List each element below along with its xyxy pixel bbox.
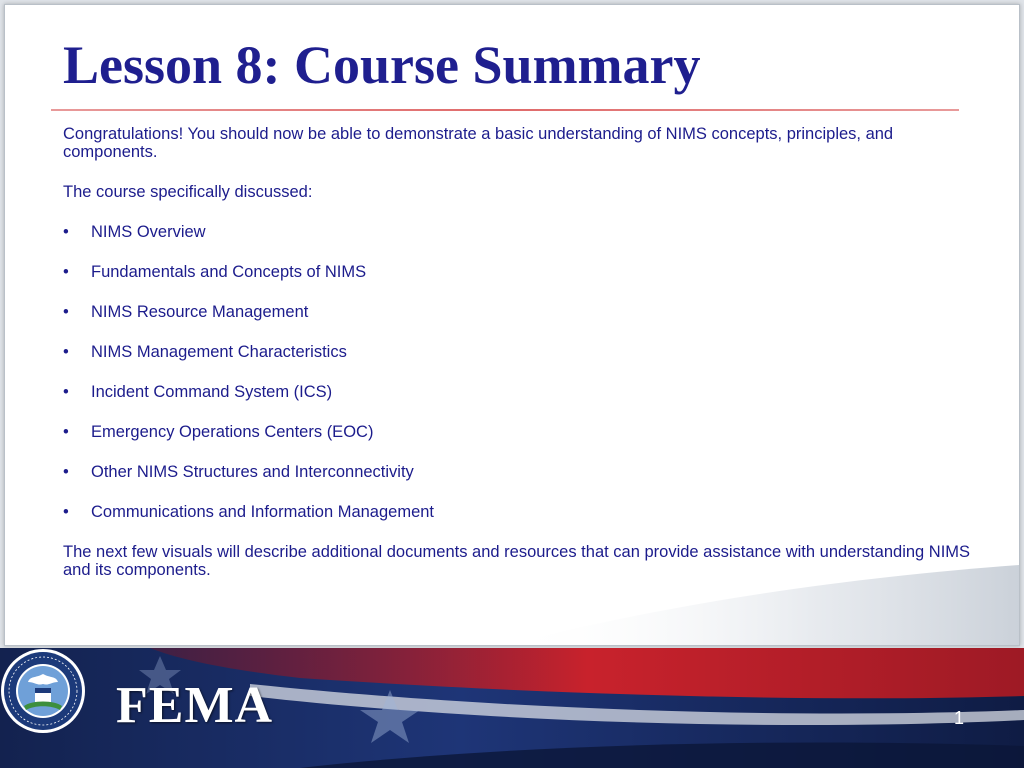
- topic-list-item: [63, 503, 973, 543]
- lead-paragraph: The course specifically discussed:: [63, 183, 313, 201]
- bullet-icon: •: [63, 503, 69, 521]
- topic-label: NIMS Resource Management: [91, 303, 309, 321]
- bullet-icon: •: [63, 463, 69, 481]
- topic-list-item: [63, 303, 973, 343]
- topic-label: NIMS Overview: [91, 223, 206, 241]
- fema-logo: FEMA: [116, 677, 274, 734]
- bullet-icon: •: [63, 263, 69, 281]
- dhs-seal-icon: [0, 648, 86, 734]
- topic-list-item: [63, 343, 973, 383]
- slide-title: Lesson 8: Course Summary: [63, 35, 701, 95]
- topic-list-item: [63, 463, 973, 503]
- topic-label: NIMS Management Characteristics: [91, 343, 347, 361]
- topic-list-item: [63, 383, 973, 423]
- topic-label: Communications and Information Management: [91, 503, 435, 521]
- topic-list-item: [63, 423, 973, 463]
- topic-label: Emergency Operations Centers (EOC): [91, 423, 374, 441]
- bullet-icon: •: [63, 223, 69, 241]
- topic-label: Incident Command System (ICS): [91, 383, 333, 401]
- topic-label: Other NIMS Structures and Interconnectivity: [91, 463, 414, 481]
- title-divider: [51, 109, 959, 111]
- topic-list: [63, 223, 973, 543]
- topic-label: Fundamentals and Concepts of NIMS: [91, 263, 367, 281]
- bullet-icon: •: [63, 383, 69, 401]
- slide-body: [63, 125, 973, 579]
- bullet-icon: •: [63, 303, 69, 321]
- intro-paragraph: Congratulations! You should now be able to demonstrate a basic understanding of NIMS concepts, principles, and components.: [63, 125, 894, 161]
- bullet-icon: •: [63, 423, 69, 441]
- footer-banner: [0, 648, 1024, 768]
- topic-list-item: [63, 223, 973, 263]
- topic-list-item: [63, 263, 973, 303]
- outro-paragraph: The next few visuals will describe additional documents and resources that can provide assistance with understanding NIMS and its components.: [63, 543, 971, 579]
- slide-number: 1: [953, 708, 964, 728]
- bullet-icon: •: [63, 343, 69, 361]
- slide-panel: [4, 4, 1020, 646]
